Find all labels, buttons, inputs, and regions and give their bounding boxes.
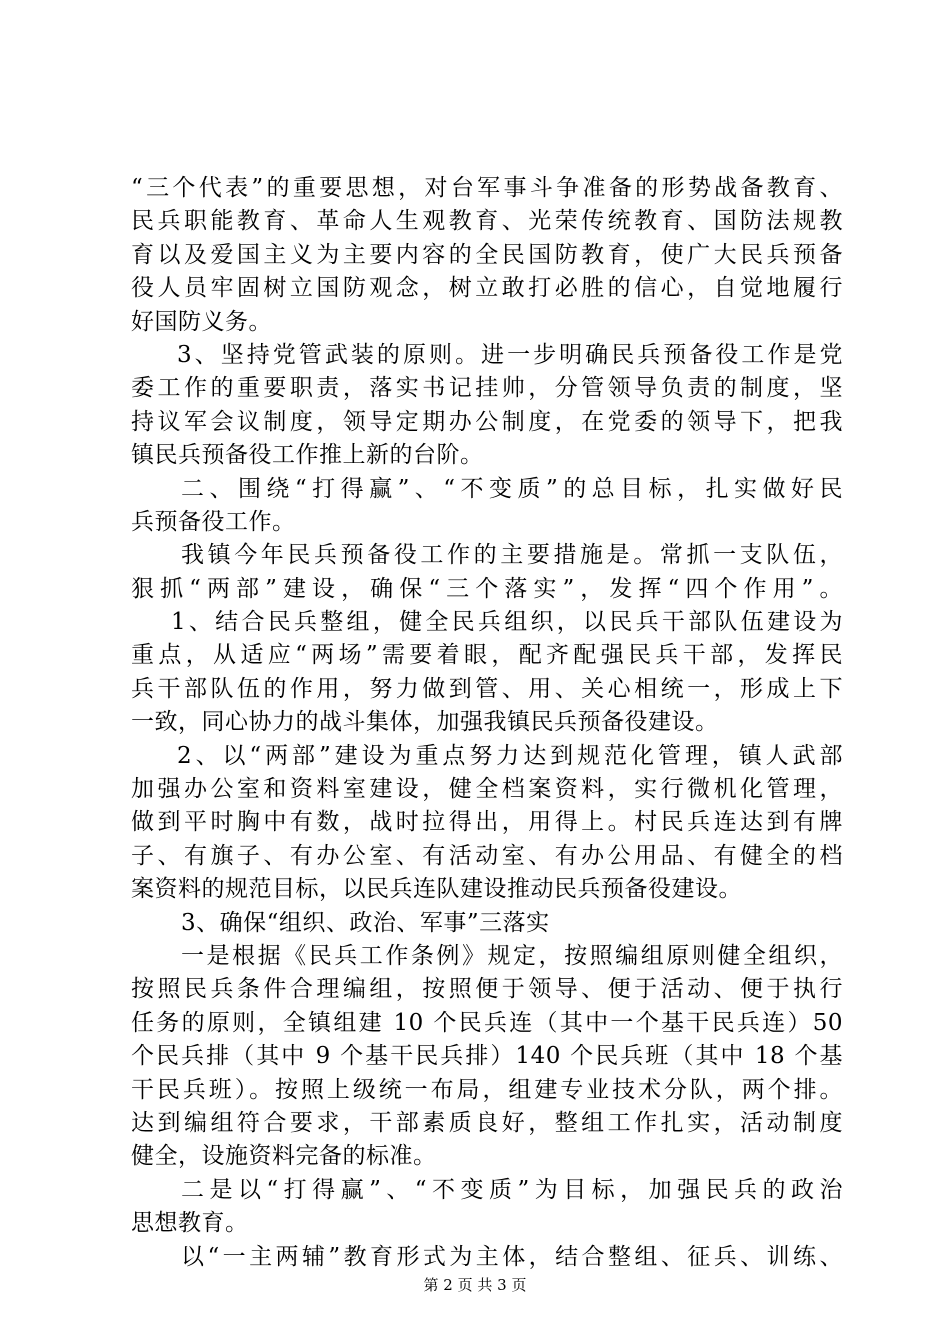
text-line: 役人员牢固树立国防观念，树立敢打必胜的信心，自觉地履行: [131, 275, 843, 302]
text-line: “三个代表”的重要思想，对台军事斗争准备的形势战备教育、: [131, 175, 843, 201]
text-line: 达到编组符合要求，干部素质良好，整组工作扎实，活动制度: [131, 1109, 843, 1136]
text-line: 镇民兵预备役工作推上新的台阶。: [131, 442, 484, 469]
text-line: 子、有旗子、有办公室、有活动室、有办公用品、有健全的档: [131, 842, 843, 869]
text-line: 做到平时胸中有数，战时拉得出，用得上。村民兵连达到有牌: [131, 809, 843, 836]
text-line: 个民兵排（其中 9 个基干民兵排）140 个民兵班（其中 18 个基: [131, 1043, 843, 1070]
text-line: 加强办公室和资料室建设，健全档案资料，实行微机化管理，: [131, 776, 843, 803]
text-line: 案资料的规范目标，以民兵连队建设推动民兵预备役建设。: [131, 876, 742, 903]
body-text: [131, 172, 843, 1274]
text-line: 持议军会议制度，领导定期办公制度，在党委的领导下，把我: [131, 408, 843, 435]
text-line: 1、结合民兵整组，健全民兵组织，以民兵干部队伍建设为: [171, 609, 843, 636]
text-line: 3、坚持党管武装的原则。进一步明确民兵预备役工作是党: [177, 341, 843, 368]
text-line: 干民兵班）。按照上级统一布局，组建专业技术分队，两个排。: [131, 1076, 843, 1103]
text-line: 思想教育。: [131, 1210, 249, 1237]
text-line: 兵干部队伍的作用，努力做到管、用、关心相统一，形成上下: [131, 675, 843, 702]
text-line: 一致，同心协力的战斗集体，加强我镇民兵预备役建设。: [131, 709, 719, 736]
text-line: 二是以“打得赢”、“不变质”为目标，加强民兵的政治: [181, 1176, 843, 1203]
text-line: 重点，从适应“两场”需要着眼，配齐配强民兵干部，发挥民: [131, 642, 843, 669]
text-line: 任务的原则，全镇组建 10 个民兵连（其中一个基干民兵连）50: [131, 1009, 843, 1036]
text-line: 二、围绕“打得赢”、“不变质”的总目标，扎实做好民: [181, 475, 843, 502]
text-line: 一是根据《民兵工作条例》规定，按照编组原则健全组织，: [181, 942, 843, 969]
text-line: 健全，设施资料完备的标准。: [131, 1143, 437, 1170]
text-line: 委工作的重要职责，落实书记挂帅，分管领导负责的制度，坚: [131, 375, 843, 402]
text-line: 我镇今年民兵预备役工作的主要措施是。常抓一支队伍，: [181, 542, 843, 569]
text-line: 好国防义务。: [131, 308, 272, 335]
text-line: 民兵职能教育、革命人生观教育、光荣传统教育、国防法规教: [131, 208, 843, 235]
text-line: 3、确保“组织、政治、军事”三落实: [181, 909, 550, 936]
text-line: 狠抓“两部”建设，确保“三个落实”，发挥“四个作用”。: [131, 575, 843, 602]
text-line: 按照民兵条件合理编组，按照便于领导、便于活动、便于执行: [131, 976, 843, 1003]
text-line: 以“一主两辅”教育形式为主体，结合整组、征兵、训练、: [181, 1243, 843, 1270]
text-line: 育以及爱国主义为主要内容的全民国防教育，使广大民兵预备: [131, 241, 843, 268]
page-footer: 第 2 页 共 3 页: [423, 1276, 527, 1294]
text-line: 兵预备役工作。: [131, 508, 296, 535]
text-line: 2、以“两部”建设为重点努力达到规范化管理，镇人武部: [177, 742, 843, 769]
